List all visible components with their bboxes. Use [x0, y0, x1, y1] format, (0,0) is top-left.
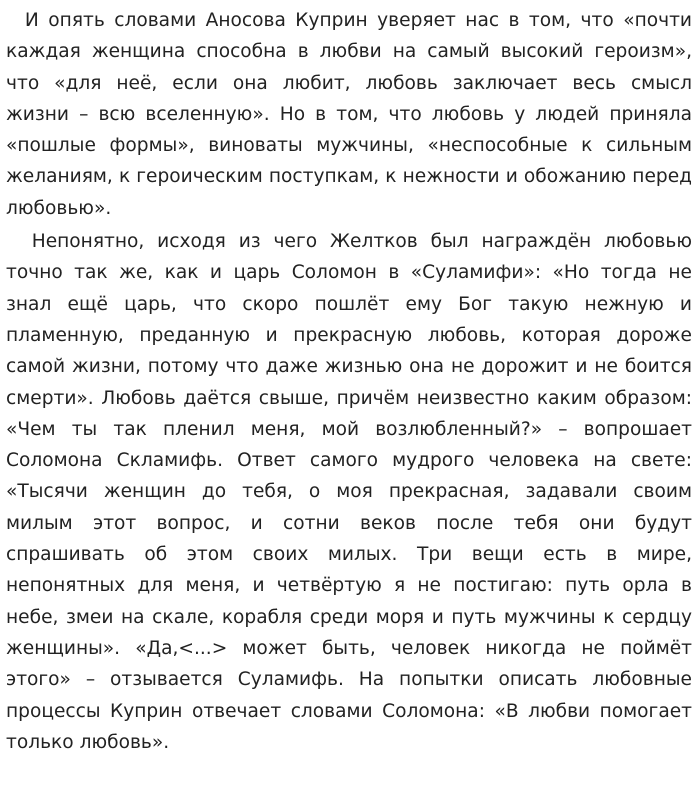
text-line: «пошлые формы», виноваты мужчины, «неспособные к сильным: [6, 135, 692, 157]
text-line: И опять словами Аносова Куприн уверяет нас в том, что «почти: [6, 10, 692, 31]
text-line: пламенную, преданную и прекрасную любовь, которая дороже: [6, 324, 692, 346]
text-line: желаниям, к героическим поступкам, к нежности и обожанию перед: [6, 166, 692, 188]
text-line: «Тысячи женщин до тебя, о моя прекрасная, задавали своим: [6, 481, 692, 503]
text-line: женщины». «Да,<...> может быть, человек никогда не поймёт: [6, 637, 692, 659]
text-line: каждая женщина способна в любви на самый высокий героизм»,: [6, 41, 692, 63]
text-line: процессы Куприн отвечает словами Соломона: «В любви помогает: [6, 700, 692, 722]
text-line: спрашивать об этом своих милых. Три вещи есть в мире,: [6, 544, 692, 566]
text-line: небе, змеи на скале, корабля среди моря и путь мужчины к сердцу: [6, 606, 692, 628]
document-page: [6, 5, 692, 758]
text-line: что «для неё, если она любит, любовь заключает весь смысл: [6, 72, 692, 94]
text-line: знал ещё царь, что скоро пошлёт ему Бог такую нежную и: [6, 293, 692, 315]
text-line: любовью».: [6, 197, 112, 219]
text-line: милым этот вопрос, и сотни веков после тебя они будут: [6, 512, 692, 534]
text-line: «Чем ты так пленил меня, мой возлюбленный?» – вопрошает: [6, 418, 692, 440]
text-line: точно так же, как и царь Соломон в «Суламифи»: «Но тогда не: [6, 262, 692, 284]
text-line: жизни – всю вселенную». Но в том, что любовь у людей приняла: [6, 103, 692, 125]
text-line: только любовь».: [6, 731, 170, 753]
text-line: Соломона Скламифь. Ответ самого мудрого человека на свете:: [6, 450, 692, 472]
text-line: самой жизни, потому что даже жизнью она не дорожит и не боится: [6, 356, 692, 378]
text-line: непонятных для меня, и четвёртую я не постигаю: путь орла в: [6, 575, 692, 597]
text-line: Непонятно, исходя из чего Желтков был награждён любовью: [6, 231, 692, 253]
paragraph-2: [6, 226, 692, 758]
paragraph-1: [6, 5, 692, 224]
text-line: смерти». Любовь даётся свыше, причём неизвестно каким образом:: [6, 387, 692, 409]
text-line: этого» – отзывается Суламифь. На попытки описать любовные: [6, 669, 692, 691]
